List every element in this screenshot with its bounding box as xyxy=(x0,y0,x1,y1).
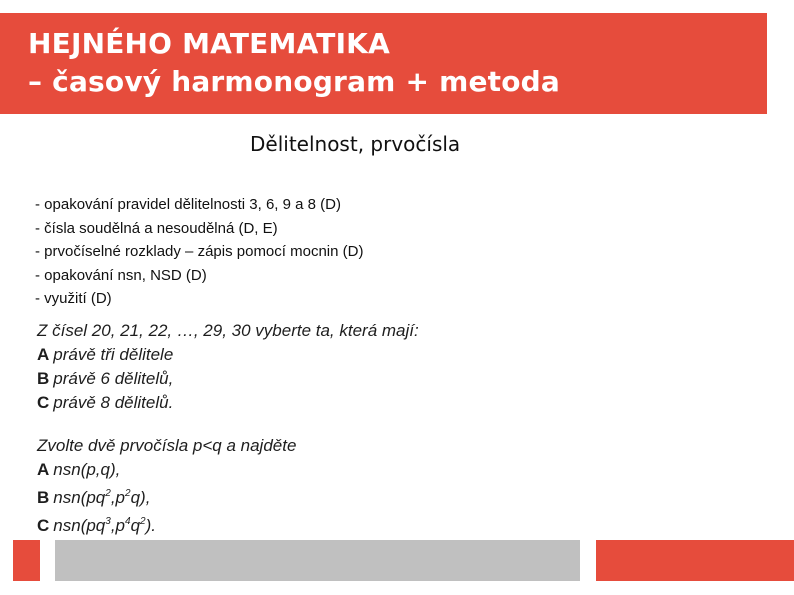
expr-part: ,p xyxy=(110,488,126,507)
title-line-1: HEJNÉHO MATEMATIKA xyxy=(28,27,390,60)
topic-item: - prvočíselné rozklady – zápis pomocí mocnin (D) xyxy=(35,243,364,260)
topic-item: - opakování nsn, NSD (D) xyxy=(35,266,207,284)
task-divisors-b xyxy=(37,367,419,391)
banner-gap xyxy=(767,13,794,114)
exponent: 4 xyxy=(125,516,131,527)
title-line-2: – časový harmonogram + metoda xyxy=(28,65,561,98)
expr-part: ,p xyxy=(110,516,126,535)
task-divisors-intro: Z čísel 20, 21, 22, …, 29, 30 vyberte ta, která mají: xyxy=(37,321,419,340)
task-divisors-a xyxy=(37,343,419,367)
exponent: 2 xyxy=(125,488,131,499)
option-key: B xyxy=(37,488,50,507)
task-primes-intro: Zvolte dvě prvočísla p<q a najděte xyxy=(37,436,297,455)
task-divisors-c xyxy=(37,391,419,415)
task-primes-c xyxy=(37,510,296,538)
footer-right-block xyxy=(596,540,794,581)
expr-part: q), xyxy=(130,488,151,507)
exponent: 2 xyxy=(105,488,111,499)
option-text: právě tři dělitele xyxy=(53,345,174,364)
option-text: právě 8 dělitelů. xyxy=(53,393,174,412)
option-key: A xyxy=(37,460,50,479)
topic-item: - čísla soudělná a nesoudělná (D, E) xyxy=(35,219,278,237)
option-key: A xyxy=(37,345,50,364)
topic-list xyxy=(35,193,363,311)
topic-item: - opakování pravidel dělitelnosti 3, 6, 9 a 8 (D) xyxy=(35,196,341,213)
task-primes-b xyxy=(37,482,296,510)
task-divisors xyxy=(37,319,419,415)
option-text: nsn(p,q), xyxy=(53,460,121,479)
option-key: C xyxy=(37,393,50,412)
task-primes-a xyxy=(37,458,296,482)
expr-part: ). xyxy=(145,516,156,535)
expr-part: q xyxy=(130,516,141,535)
option-key: C xyxy=(37,516,50,535)
footer-left-square xyxy=(13,540,40,581)
expr-part: nsn(pq xyxy=(53,516,106,535)
option-key: B xyxy=(37,369,50,388)
footer-gray-bar xyxy=(55,540,580,581)
exponent: 3 xyxy=(105,516,111,527)
option-text: právě 6 dělitelů, xyxy=(53,369,174,388)
slide-subtitle: Dělitelnost, prvočísla xyxy=(250,132,461,156)
title-banner xyxy=(0,13,767,114)
expr-part: nsn(pq xyxy=(53,488,106,507)
task-primes xyxy=(37,434,296,538)
topic-item: - využití (D) xyxy=(35,290,112,307)
exponent: 2 xyxy=(140,516,146,527)
